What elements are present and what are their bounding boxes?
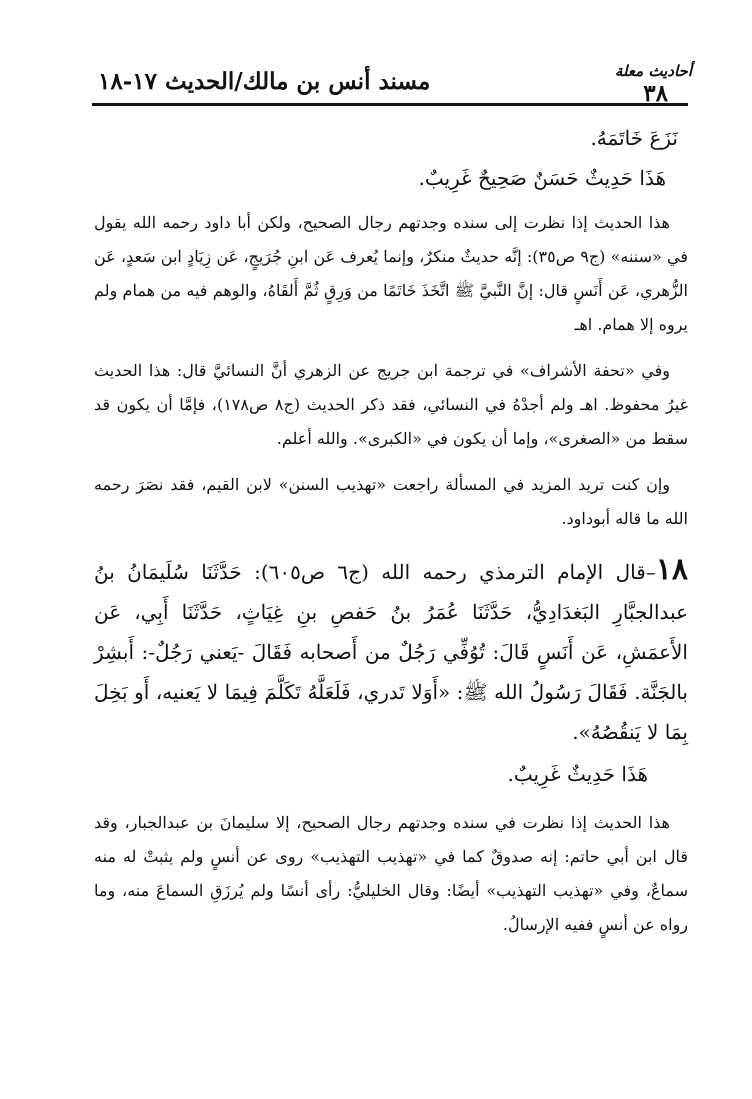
page-body [94, 118, 688, 942]
page-header [92, 58, 692, 108]
hadith-text: –قال الإمام الترمذي رحمه الله (ج٦ ص٦٠٥): حَدَّثَنَا سُلَيمَانُ بنُ عبدالجبَّارِ البَغدَادِيُّ، حَدَّثَنَا عُمَرُ بنُ حَفصِ بنِ غِيَاثٍ، حَدَّثَنَا أَبِي، عَن الأَعمَشِ، عَن أَنَسٍ قَالَ: تُوُفِّي رَجُلٌ من أَصحابه فَقَالَ -يَعني رَجُلٌ-: أَبشِرْ بالجَنَّة. فَقَالَ رَسُولُ الله ﷺ: «أَوَلا تَدري، فَلَعَلَّهُ تَكَلَّمَ فِيمَا لا يَعنيه، أَو بَخِلَ بِمَا لا يَنقُصُهُ». [94, 560, 689, 744]
commentary-paragraph: هذا الحديث إذا نظرت في سنده وجدتهم رجال الصحيح، إلا سليمانَ بن عبدالجبار، وقد قال ابن أبي حاتم: إنه صدوقٌ كما في «تهذيب التهذيب» روى عن أنسٍ ولم يثبتْ له منه سماعٌ، وفي «تهذيب التهذيب» أيضًا: وقال الخليليُّ: رأى أنسًا ولم يُرزَقِ السماعَ منه، وما رواه عن أنسٍ ففيه الإرسالُ. [94, 813, 688, 934]
hadith-18 [94, 550, 688, 752]
book-label: أحاديث معلة [614, 62, 692, 80]
page-number: ٣٨ [643, 80, 668, 107]
commentary-paragraph: هذا الحديث إذا نظرت إلى سنده وجدتهم رجال الصحيح، ولكن أبا داود رحمه الله يقول في «سننه» (ج٩ ص٣٥): إنَّه حديثٌ منكرٌ، وإنما يُعرف عَن ابنِ جُرَيجٍ، عَن زِيَادٍ ابن سَعدٍ، عَن الزُّهري، عَن أَنَسٍ قال: إنَّ النَّبيَّ ﷺ اتَّخَذَ خَاتَمًا من وَرِقٍ ثُمَّ أَلقَاهُ، والوهم فيه من همام ولم يروه إلا همام. اهـ [94, 213, 689, 334]
tirmidhi-grading: هَذَا حَدِيثٌ حَسَنٌ صَحِيحٌ غَرِيبٌ. [418, 166, 666, 190]
commentary-paragraph: وفي «تحفة الأشراف» في ترجمة ابن جريج عن الزهري أنَّ النسائيَّ قال: هذا الحديث غيرُ محفوظ. اهـ ولم أجدْهُ في النسائي، فقد ذكر الحديث (ج٨ ص١٧٨)، فإمَّا أن يكون قد سقط من «الصغرى»، وإما أن يكون في «الكبرى». والله أعلم. [94, 361, 689, 448]
header-rule [92, 103, 688, 106]
running-title: مسند أنس بن مالك/الحديث ١٧-١٨ [98, 68, 431, 95]
hadith-number: ١٨ [655, 552, 688, 587]
commentary-paragraph: وإن كنت تريد المزيد في المسألة راجعت «تهذيب السنن» لابن القيم، فقد نصَرَ رحمه الله ما قاله أبوداود. [94, 475, 688, 528]
tirmidhi-grading: هَذَا حَدِيثٌ غَرِيبٌ. [507, 762, 648, 786]
hadith-ending: نَزَعَ خَاتَمَهُ. [590, 126, 678, 150]
